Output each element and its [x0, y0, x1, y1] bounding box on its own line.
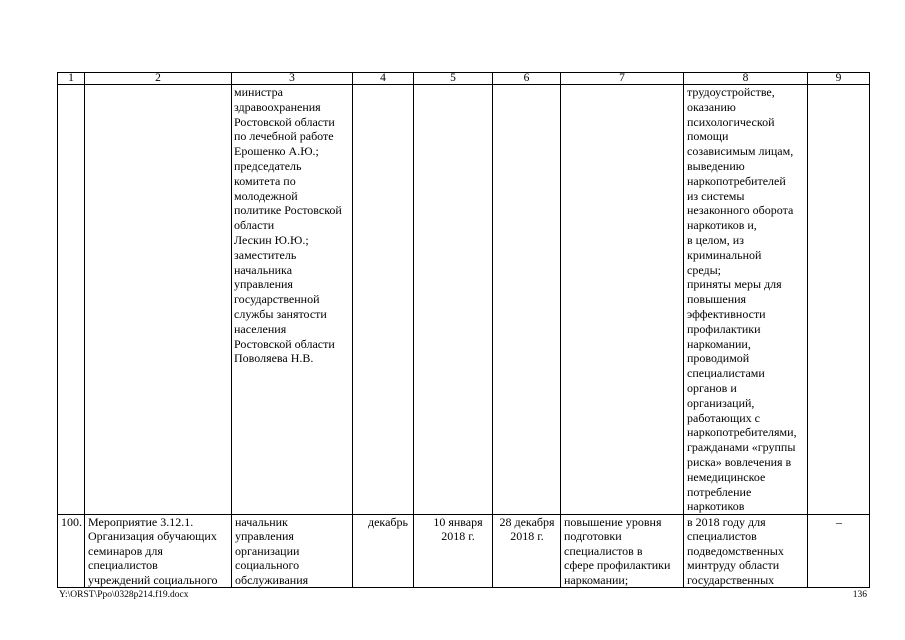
table-cell [808, 85, 870, 515]
table-cell: министра здравоохранения Ростовской области по лечебной работе Ерошенко А.Ю.; председатель комитета по молодежной политике Ростовской области Лескин Ю.Ю.; заместитель начальника управления государственной службы занятости населения Ростовской области Поволяева Н.В. [232, 85, 353, 515]
table-cell: Мероприятие 3.12.1. Организация обучающих семинаров для специалистов учреждений социального [85, 515, 232, 588]
column-number-header: 4 [353, 73, 414, 85]
column-number-header: 2 [85, 73, 232, 85]
table-cell: 28 декабря 2018 г. [493, 515, 561, 588]
table-cell: – [808, 515, 870, 588]
column-number-header: 7 [561, 73, 684, 85]
measures-table [57, 72, 870, 588]
column-number-header: 9 [808, 73, 870, 85]
column-number-header: 6 [493, 73, 561, 85]
table-cell: декабрь [353, 515, 414, 588]
table-cell [58, 85, 85, 515]
table-cell: повышение уровня подготовки специалистов в сфере профилактики наркомании; [561, 515, 684, 588]
table-cell: трудоустройстве, оказанию психологической помощи созависимым лицам, выведению наркопотребителей из системы незаконного оборота наркотиков и, в целом, из криминальной среды; приняты меры для повышения эффективности профилактики наркомании, проводимой специалистами органов и организаций, работающих с наркопотребителями, гражданами «группы риска» вовлечения в немедицинское потребление наркотиков [684, 85, 808, 515]
table-cell [414, 85, 493, 515]
table-cell [561, 85, 684, 515]
column-number-header: 3 [232, 73, 353, 85]
table-cell-row-number: 100. [58, 515, 85, 588]
column-number-header: 1 [58, 73, 85, 85]
table-cell [353, 85, 414, 515]
table-cell: начальник управления организации социального обслуживания [232, 515, 353, 588]
column-number-header: 5 [414, 73, 493, 85]
table-cell: в 2018 году для специалистов подведомственных минтруду области государственных [684, 515, 808, 588]
page-number: 136 [852, 590, 867, 600]
footer-document-name: Y:\ORST\Ppo\0328p214.f19.docx [59, 590, 189, 600]
table-cell: 10 января 2018 г. [414, 515, 493, 588]
column-number-header: 8 [684, 73, 808, 85]
table-cell [85, 85, 232, 515]
table-cell [493, 85, 561, 515]
